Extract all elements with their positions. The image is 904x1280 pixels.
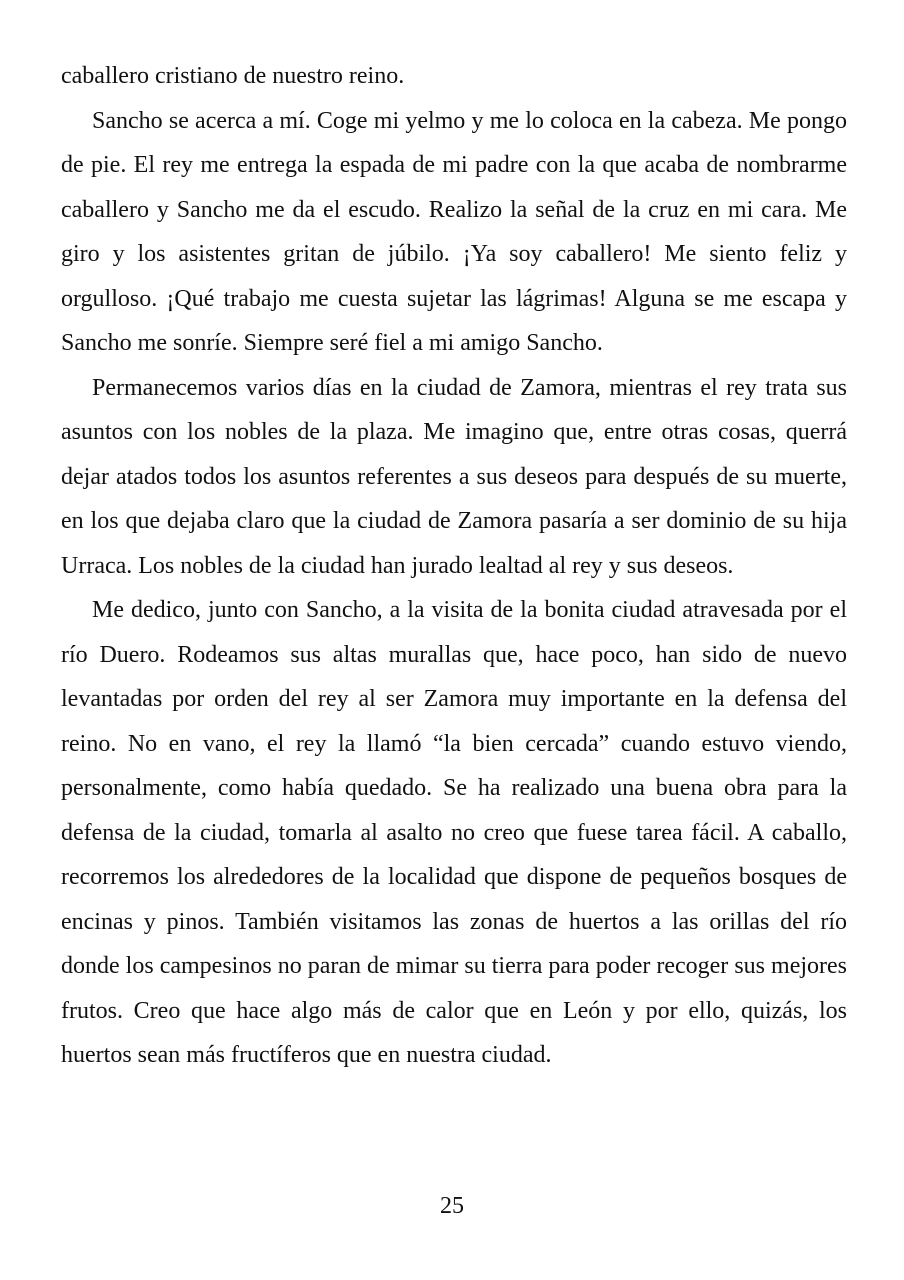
paragraph: Sancho se acerca a mí. Coge mi yelmo y me lo coloca en la cabeza. Me pongo de pie. El rey me entrega la espada de mi padre con la que acaba de nombrarme caballero y Sancho me da el escudo. Realizo la señal de la cruz en mi cara. Me giro y los asistentes gritan de júbilo. ¡Ya soy caballero! Me siento feliz y orgulloso. ¡Qué trabajo me cuesta sujetar las lágrimas! Alguna se me escapa y Sancho me sonríe. Siempre seré fiel a mi amigo Sancho. xyxy=(61,107,847,356)
paragraph-continuation: caballero cristiano de nuestro reino. xyxy=(61,63,405,89)
paragraph: Me dedico, junto con Sancho, a la visita de la bonita ciudad atravesada por el río Duero. Rodeamos sus altas murallas que, hace poco, han sido de nuevo levantadas por orden del rey al ser Zamora muy importante en la defensa del reino. No en vano, el rey la llamó “la bien cercada” cuando estuvo viendo, personalmente, como había quedado. Se ha realizado una buena obra para la defensa de la ciudad, tomarla al asalto no creo que fuese tarea fácil. A caballo, recorremos los alrededores de la localidad que dispone de pequeños bosques de encinas y pinos. También visitamos las zonas de huertos a las orillas del río donde los campesinos no paran de mimar su tierra para poder recoger sus mejores frutos. Creo que hace algo más de calor que en León y por ello, quizás, los huertos sean más fructíferos que en nuestra ciudad. xyxy=(61,597,847,1068)
body-text xyxy=(61,54,847,1078)
paragraph: Permanecemos varios días en la ciudad de Zamora, mientras el rey trata sus asuntos con los nobles de la plaza. Me imagino que, entre otras cosas, querrá dejar atados todos los asuntos referentes a sus deseos para después de su muerte, en los que dejaba claro que la ciudad de Zamora pasaría a ser dominio de su hija Urraca. Los nobles de la ciudad han jurado lealtad al rey y sus deseos. xyxy=(61,374,847,579)
page-number: 25 xyxy=(440,1193,464,1219)
